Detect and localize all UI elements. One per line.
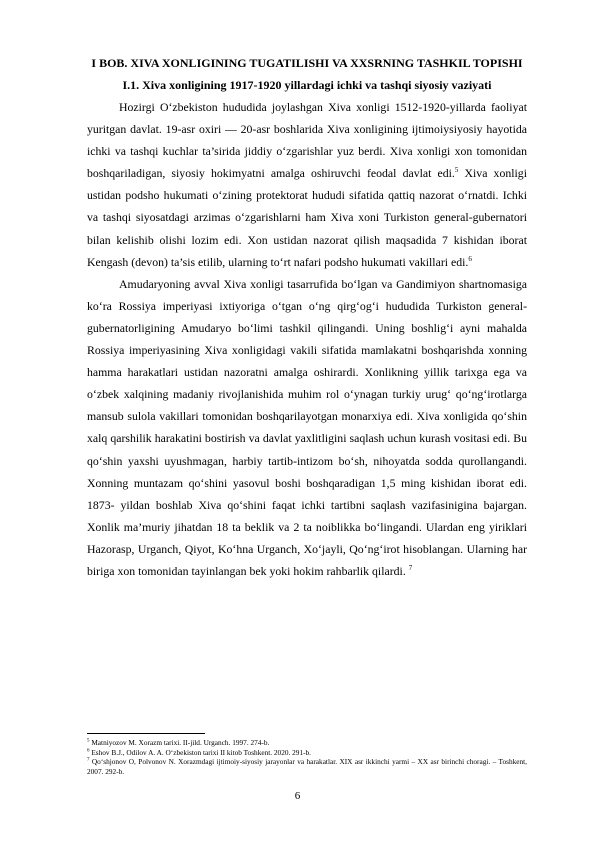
footnotes (87, 738, 527, 776)
footnote-6 (87, 748, 527, 758)
chapter-title: I BOB. XIVA XONLIGINING TUGATILISHI VA XXSRNING TASHKIL TOPISHI (91, 56, 523, 70)
paragraph-1-text-b: Xiva xonligi ustidan podsho hukumati o‘zining protektorat hududi sifatida qattiq nazorat o‘rnatdi. Ichki va tashqi siyosatdagi arzimas o‘zgarishlarni ham Xiva xoni Turkiston general-gubernatori bilan kelishib olishi lozim edi. Xon ustidan nazorat qilish maqsadida 7 kishidan iborat Kengash (devon) ta’sis etilib, ularning to‘rt nafari podsho hukumati vakillari edi. (87, 166, 527, 269)
paragraph-2-text: Amudaryoning avval Xiva xonligi tasarrufida bo‘lgan va Gandimiyon shartnomasiga ko‘ra Rossiya imperiyasi ixtiyoriga o‘tgan o‘ng qirg‘og‘i hududida Turkiston general-gubernatorligining Amudaryo bo‘limi tashkil qilingandi. Uning boshlig‘i ayni mahalda Rossiya imperiyasining Xiva xonligidagi vakili sifatida mamlakatni boshqarishda xonning hamma harakatlari ustidan nazoratni amalga oshirardi. Xonlikning yillik tarixga ega va o‘zbek xalqining madaniy rivojlanishida muhim rol o‘ynagan turkiy urug‘ qo‘ng‘irotlarga mansub sulola vakillari tomonidan boshqarilayotgan monarxiya edi. Xiva xonligida qo‘shin xalq qarshilik harakatini bostirish va davlat yaxlitligini saqlash uchun kurash vositasi edi. Bu qo‘shin yaxshi uyushmagan, harbiy tartib-intizom bo‘sh, nihoyatda sodda qurollangandi. Xonning muntazam qo‘shini yasovul boshi boshqaradigan 1,5 ming kishidan iborat edi. 1873- yildan boshlab Xiva qo‘shini faqat ichki tartibni saqlash vazifasinigina bajargan. Xonlik ma’muriy jihatdan 18 ta beklik va 2 ta noiblikka bo‘lingandi. Ulardan eng yiriklari Hazorasp, Urganch, Qiyot, Ko‘hna Urganch, Xo‘jayli, Qo‘ng‘irot hisoblangan. Ularning har biriga xon tomonidan tayinlangan bek yoki hokim rahbarlik qilardi. (87, 276, 527, 578)
paragraph-1-text-a: Hozirgi O‘zbekiston hududida joylashgan Xiva xonligi 1512-1920-yillarda faoliyat yuritgan davlat. 19-asr oxiri — 20-asr boshlarida Xiva xonligining ijtimoiysiyosiy hayotida ichki va tashqi kuchlar ta’sirida jiddiy o‘zgarishlar yuz berdi. Xiva xonligi xon tomonidan boshqariladigan, siyosiy hokimyatni amalga oshiruvchi feodal davlat edi. (87, 100, 527, 181)
footnote-ref-6: 6 (468, 254, 472, 263)
footnote-5-text: Matniyozov M. Xorazm tarixi. II-jild. Urganch. 1997. 274-b. (89, 738, 270, 747)
paragraph-1 (87, 96, 527, 273)
footnote-separator (87, 733, 205, 734)
footnote-7-number: 7 (87, 757, 90, 763)
paragraph-2 (87, 273, 527, 582)
page-number: 6 (294, 790, 301, 802)
footnote-7 (87, 757, 527, 776)
footnote-5 (87, 738, 527, 748)
page-body (87, 52, 527, 582)
footnote-6-text: Eshov B.J., Odilov A. A. O‘zbekiston tarixi II kitob Toshkent. 2020. 291-b. (89, 747, 311, 757)
footnote-ref-7: 7 (408, 564, 413, 573)
section-title: I.1. Xiva xonligining 1917-1920 yillardagi ichki va tashqi siyosiy vaziyati (122, 78, 492, 92)
footnote-ref-5: 5 (454, 166, 459, 175)
footnote-6-number: 6 (87, 748, 90, 754)
footnote-7-text: Qo‘shjonov O, Polvonov N. Xorazmdagi ijtimoiy-siyosiy jarayonlar va harakatlar. XIX asr ikkinchi yarmi – XX asr birinchi choragi. – Toshkent, 2007. 292-b. (87, 757, 527, 776)
footnote-5-number: 5 (87, 738, 90, 744)
